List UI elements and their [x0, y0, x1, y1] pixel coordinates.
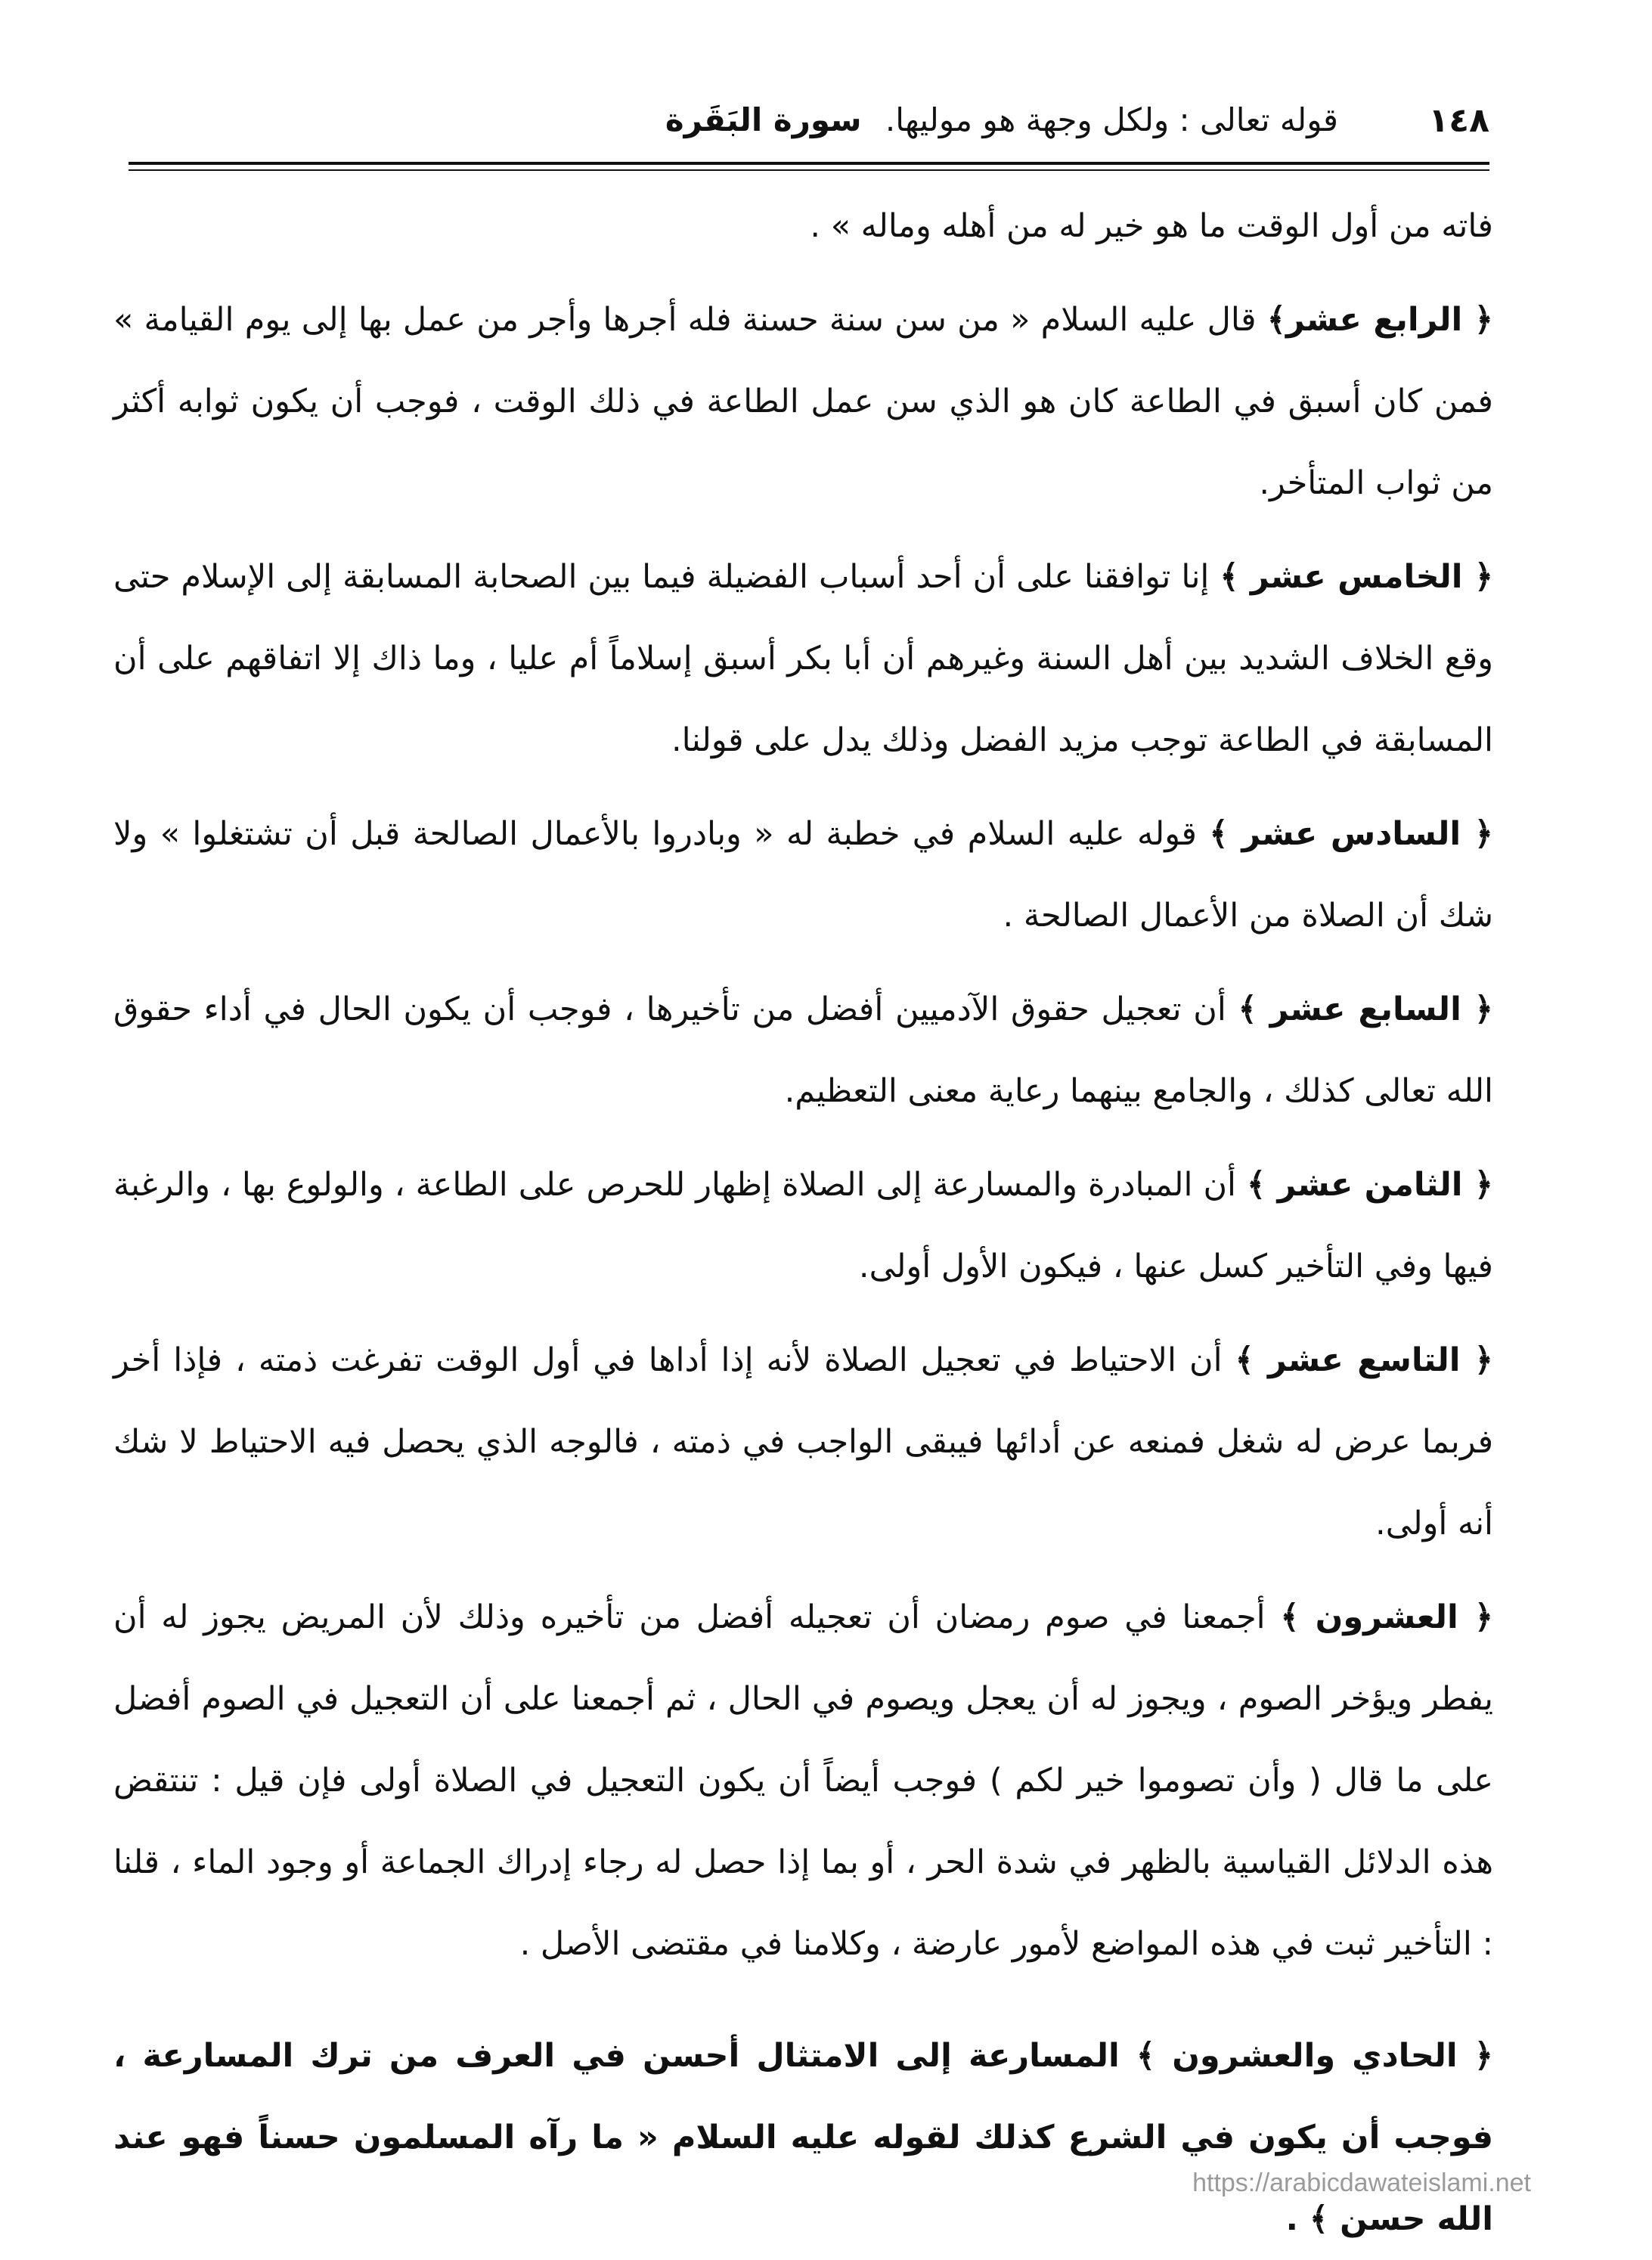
source-watermark: https://arabicdawateislami.net	[1192, 2169, 1531, 2197]
paragraph-text: قال عليه السلام « من سن سنة حسنة فله أجرها وأجر من عمل بها إلى يوم القيامة » فمن كان أسبق في الطاعة كان هو الذي سن عمل الطاعة في ذلك الوقت ، فوجب أن يكون ثوابه أكثر من ثواب المتأخر.	[113, 301, 1493, 502]
surah-name: سورة البَقَرة	[665, 101, 862, 138]
paragraph-text: قوله عليه السلام في خطبة له « وبادروا بالأعمال الصالحة قبل أن تشتغلوا » ولا شك أن الصلاة من الأعمال الصالحة .	[113, 815, 1493, 935]
paragraph-heading: ﴿ الحادي والعشرون ﴾	[1136, 2037, 1493, 2075]
paragraph-continuation	[113, 185, 1493, 267]
paragraph-heading: ﴿ السابع عشر ﴾	[1238, 990, 1493, 1028]
paragraph-twentieth	[113, 1576, 1493, 1985]
header-rule-thin	[129, 169, 1489, 171]
paragraph-seventeenth	[113, 969, 1493, 1132]
paragraph-heading: ﴿ الثامن عشر ﴾	[1246, 1166, 1493, 1204]
paragraph-text: المسارعة إلى الامتثال أحسن في العرف من ترك المسارعة ، فوجب أن يكون في الشرع كذلك لقوله عليه السلام « ما رآه المسلمون حسناً فهو عند الله حسن ﴾ .	[113, 2037, 1493, 2238]
paragraph-text: فاته من أول الوقت ما هو خير له من أهله وماله » .	[810, 207, 1493, 245]
running-title	[665, 101, 1338, 138]
paragraph-heading: ﴿ السادس عشر ﴾	[1209, 815, 1494, 853]
paragraph-heading: ﴿ العشرون ﴾	[1280, 1598, 1494, 1636]
paragraph-fifteenth	[113, 536, 1493, 781]
header-rule-thick	[129, 162, 1489, 165]
paragraph-text: أن تعجيل حقوق الآدميين أفضل من تأخيرها ، فوجب أن يكون الحال في أداء حقوق الله تعالى كذلك ، والجامع بينهما رعاية معنى التعظيم.	[113, 990, 1493, 1110]
page-number: ١٤٨	[1428, 101, 1489, 140]
paragraph-heading: ﴿ الخامس عشر ﴾	[1220, 558, 1494, 596]
paragraph-eighteenth	[113, 1144, 1493, 1307]
running-title-text: قوله تعالى : ولكل وجهة هو موليها.	[885, 101, 1338, 138]
paragraph-text: إنا توافقنا على أن أحد أسباب الفضيلة فيما بين الصحابة المسابقة إلى الإسلام حتى وقع الخلاف الشديد بين أهل السنة وغيرهم أن أبا بكر أسبق إسلاماً أم عليا ، وما ذاك إلا اتفاقهم على أن المسابقة في الطاعة توجب مزيد الفضل وذلك يدل على قولنا.	[113, 558, 1493, 759]
paragraph-nineteenth	[113, 1319, 1493, 1564]
paragraph-heading: ﴿ التاسع عشر ﴾	[1235, 1341, 1493, 1379]
paragraph-twenty-first	[113, 2015, 1493, 2260]
paragraph-sixteenth	[113, 793, 1493, 956]
paragraph-text: أن المبادرة والمسارعة إلى الصلاة إظهار للحرص على الطاعة ، والولوع بها ، والرغبة فيها وفي التأخير كسل عنها ، فيكون الأول أولى.	[113, 1166, 1493, 1285]
page-header	[129, 98, 1489, 159]
paragraph-text: أجمعنا في صوم رمضان أن تعجيله أفضل من تأخيره وذلك لأن المريض يجوز له أن يفطر ويؤخر الصوم ، ويجوز له أن يعجل ويصوم في الحال ، ثم أجمعنا على أن التعجيل في الصوم أفضل على ما قال ( وأن تصوموا خير لكم ) فوجب أيضاً أن يكون التعجيل في الصلاة أولى فإن قيل : تنتقض هذه الدلائل القياسية بالظهر في شدة الحر ، أو بما إذا حصل له رجاء إدراك الجماعة أو وجود الماء ، قلنا : التأخير ثبت في هذه المواضع لأمور عارضة ، وكلامنا في مقتضى الأصل .	[113, 1598, 1493, 1963]
page-body	[113, 185, 1493, 2260]
paragraph-fourteenth	[113, 279, 1493, 524]
paragraph-text: أن الاحتياط في تعجيل الصلاة لأنه إذا أداها في أول الوقت تفرغت ذمته ، فإذا أخر فربما عرض له شغل فمنعه عن أدائها فيبقى الواجب في ذمته ، فالوجه الذي يحصل فيه الاحتياط لا شك أنه أولى.	[113, 1341, 1493, 1542]
paragraph-heading: ﴿ الرابع عشر﴾	[1266, 301, 1493, 339]
